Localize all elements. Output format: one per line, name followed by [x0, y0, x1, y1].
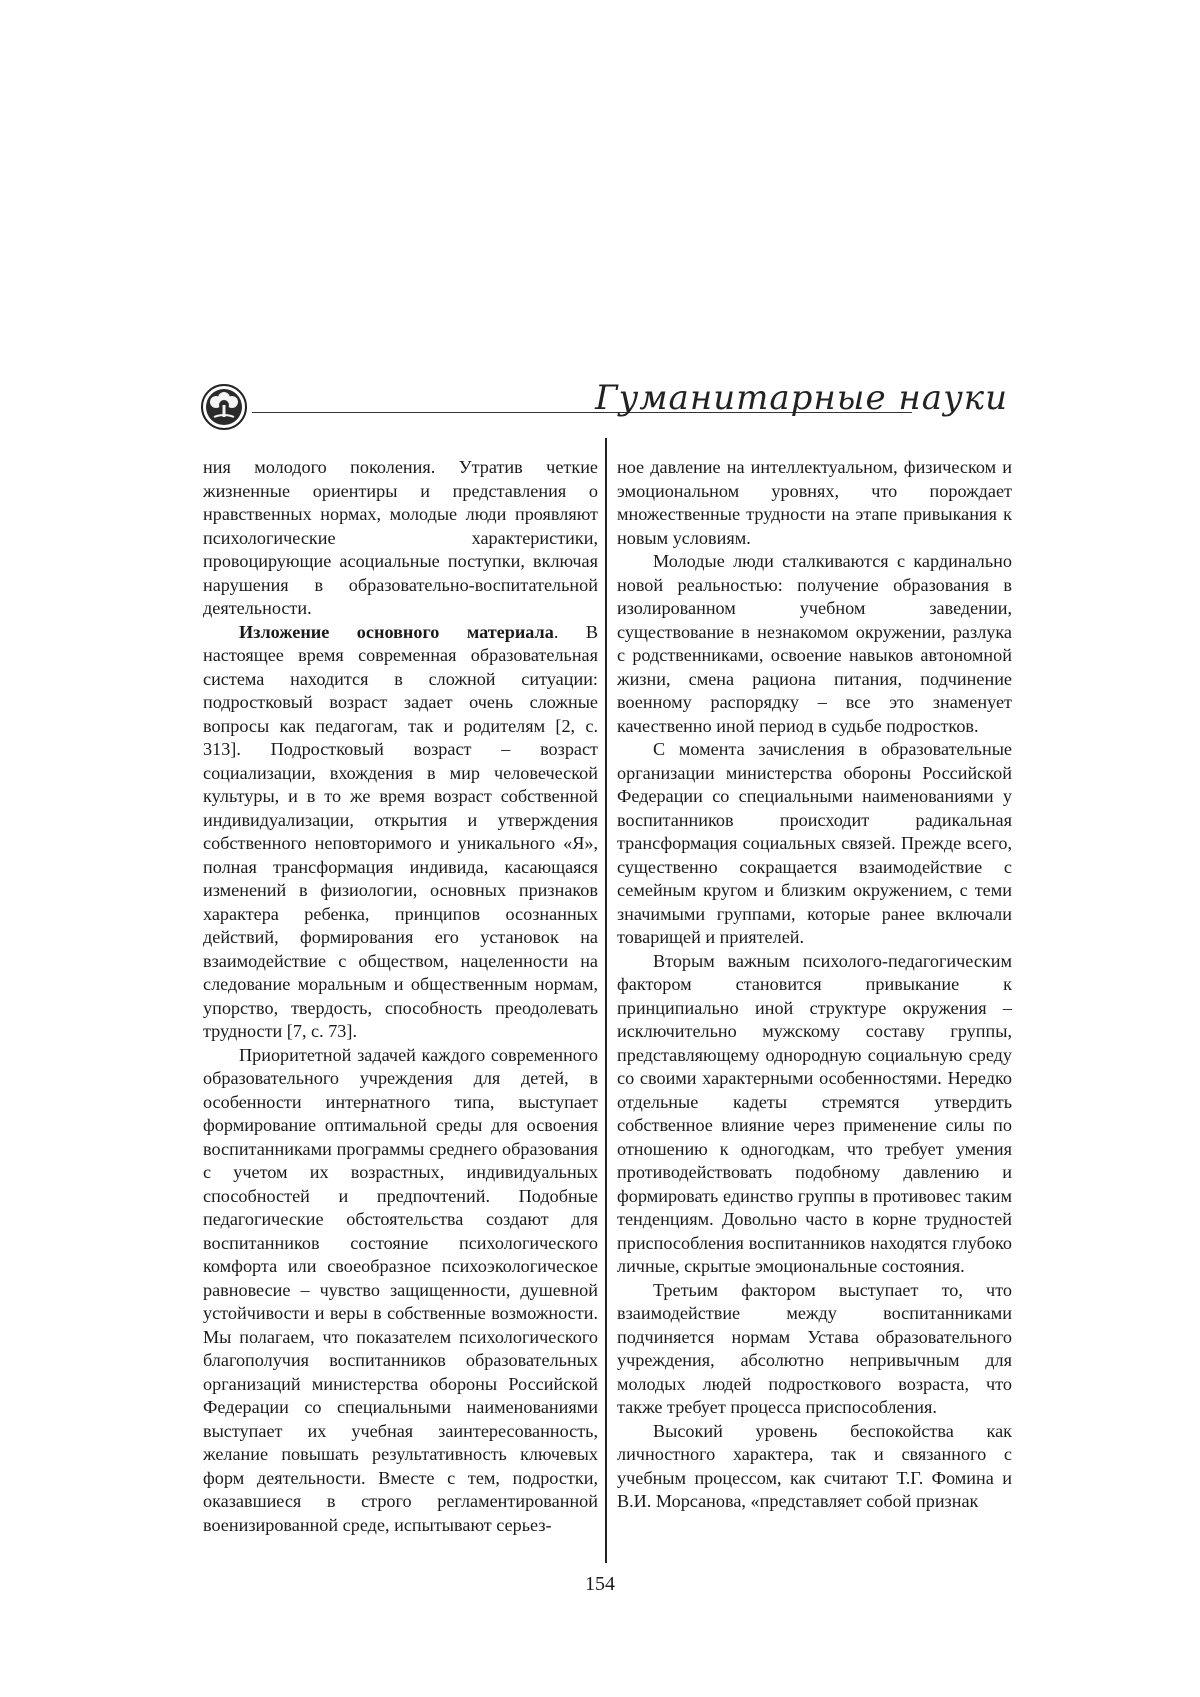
paragraph: Вторым важным психолого-педагогическим фактором становится привыкание к принципиально иной структуре окружения – исключительно мужскому составу группы, представляющему однородную социальную среду со своими характерными особенностями. Нередко отдельные кадеты стремятся утвердить собственное влияние через применение силы по отношению к одногодкам, что требует умения противодействовать подобному давлению и формировать единство группы в противовес таким тенденциям. Довольно часто в корне трудностей приспособления воспитанников находятся глубоко личные, скрытые эмоциональные состояния. [617, 950, 1012, 1276]
paragraph: Высокий уровень беспокойства как личностного характера, так и связанного с учебным процессом, как считают Т.Г. Фомина и В.И. Морсанова, «представляет собой признак [617, 1420, 1012, 1511]
tree-emblem-icon [200, 383, 248, 431]
page-number: 154 [585, 1573, 615, 1595]
column-divider [605, 438, 607, 1563]
paragraph: ния молодого поколения. Утратив четкие жизненные ориентиры и представления о нравственных нормах, молодые люди проявляют психологические характеристики, провоцирующие асоциальные поступки, включая нарушения в образовательно-воспитательной деятельности. [203, 457, 598, 618]
paragraph: Третьим фактором выступает то, что взаимодействие между воспитанниками подчиняется нормам Устава образовательного учреждения, абсолютно непривычным для молодых людей подросткового возраста, что также требует процесса приспособления. [617, 1279, 1012, 1417]
paragraph: Молодые люди сталкиваются с кардинально новой реальностью: получение образования в изолированном учебном заведении, существование в незнакомом окружении, разлука с родственниками, освоение навыков автономной жизни, смена рациона питания, подчинение военному распорядку – все это знаменует качественно иной период в судьбе подростков. [617, 551, 1012, 736]
running-header [200, 378, 1008, 438]
left-column [203, 456, 598, 1537]
right-column [617, 456, 1012, 1514]
section-heading: Изложение основного материала [239, 621, 554, 642]
paragraph: С момента зачисления в образовательные организации министерства обороны Российской Федерации со специальными наименованиями у воспитанников происходит радикальная трансформация социальных связей. Прежде всего, существенно сокращается взаимодействие с семейным кругом и близким окружением, с теми значимыми группами, которые ранее включали товарищей и приятелей. [617, 739, 1012, 947]
paragraph: Изложение основного материала. В настоящее время современная образовательная система находится в сложной ситуации: подростковый возраст задает очень сложные вопросы как педагогам, так и родителям [2, с. 313]. Подростковый возраст – возраст социализации, вхождения в мир человеческой культуры, и в то же время возраст собственной индивидуализации, открытия и утверждения собственного неповторимого и уникального «Я», полная трансформация индивида, касающаяся изменений в физиологии, основных признаков характера ребенка, принципов осознанных действий, формирования его установок на взаимодействие с обществом, нацеленности на следование моральным и общественным нормам, упорство, твердость, способность преодолевать трудности [7, с. 73]. [203, 621, 598, 1041]
section-title: Гуманитарные науки [595, 378, 1008, 418]
paragraph: Приоритетной задачей каждого современного образовательного учреждения для детей, в особенности интернатного типа, выступает формирование оптимальной среды для освоения воспитанниками программы среднего образования с учетом их возрастных, индивидуальных способностей и предпочтений. Подобные педагогические обстоятельства создают для воспитанников состояние психологического комфорта или своеобразное психоэкологическое равновесие – чувство защищенности, душевной устойчивости и веры в собственные возможности. Мы полагаем, что показателем психологического благополучия воспитанников образовательных организаций министерства обороны Российской Федерации со специальными наименованиями выступает их учебная заинтересованность, желание повышать результативность ключевых форм деятельности. Вместе с тем, подростки, оказавшиеся в строго регламентированной военизированной среде, испытывают серьез- [203, 1044, 598, 1535]
paragraph: ное давление на интеллектуальном, физическом и эмоциональном уровнях, что порождает множественные трудности на этапе привыкания к новым условиям. [617, 457, 1012, 548]
